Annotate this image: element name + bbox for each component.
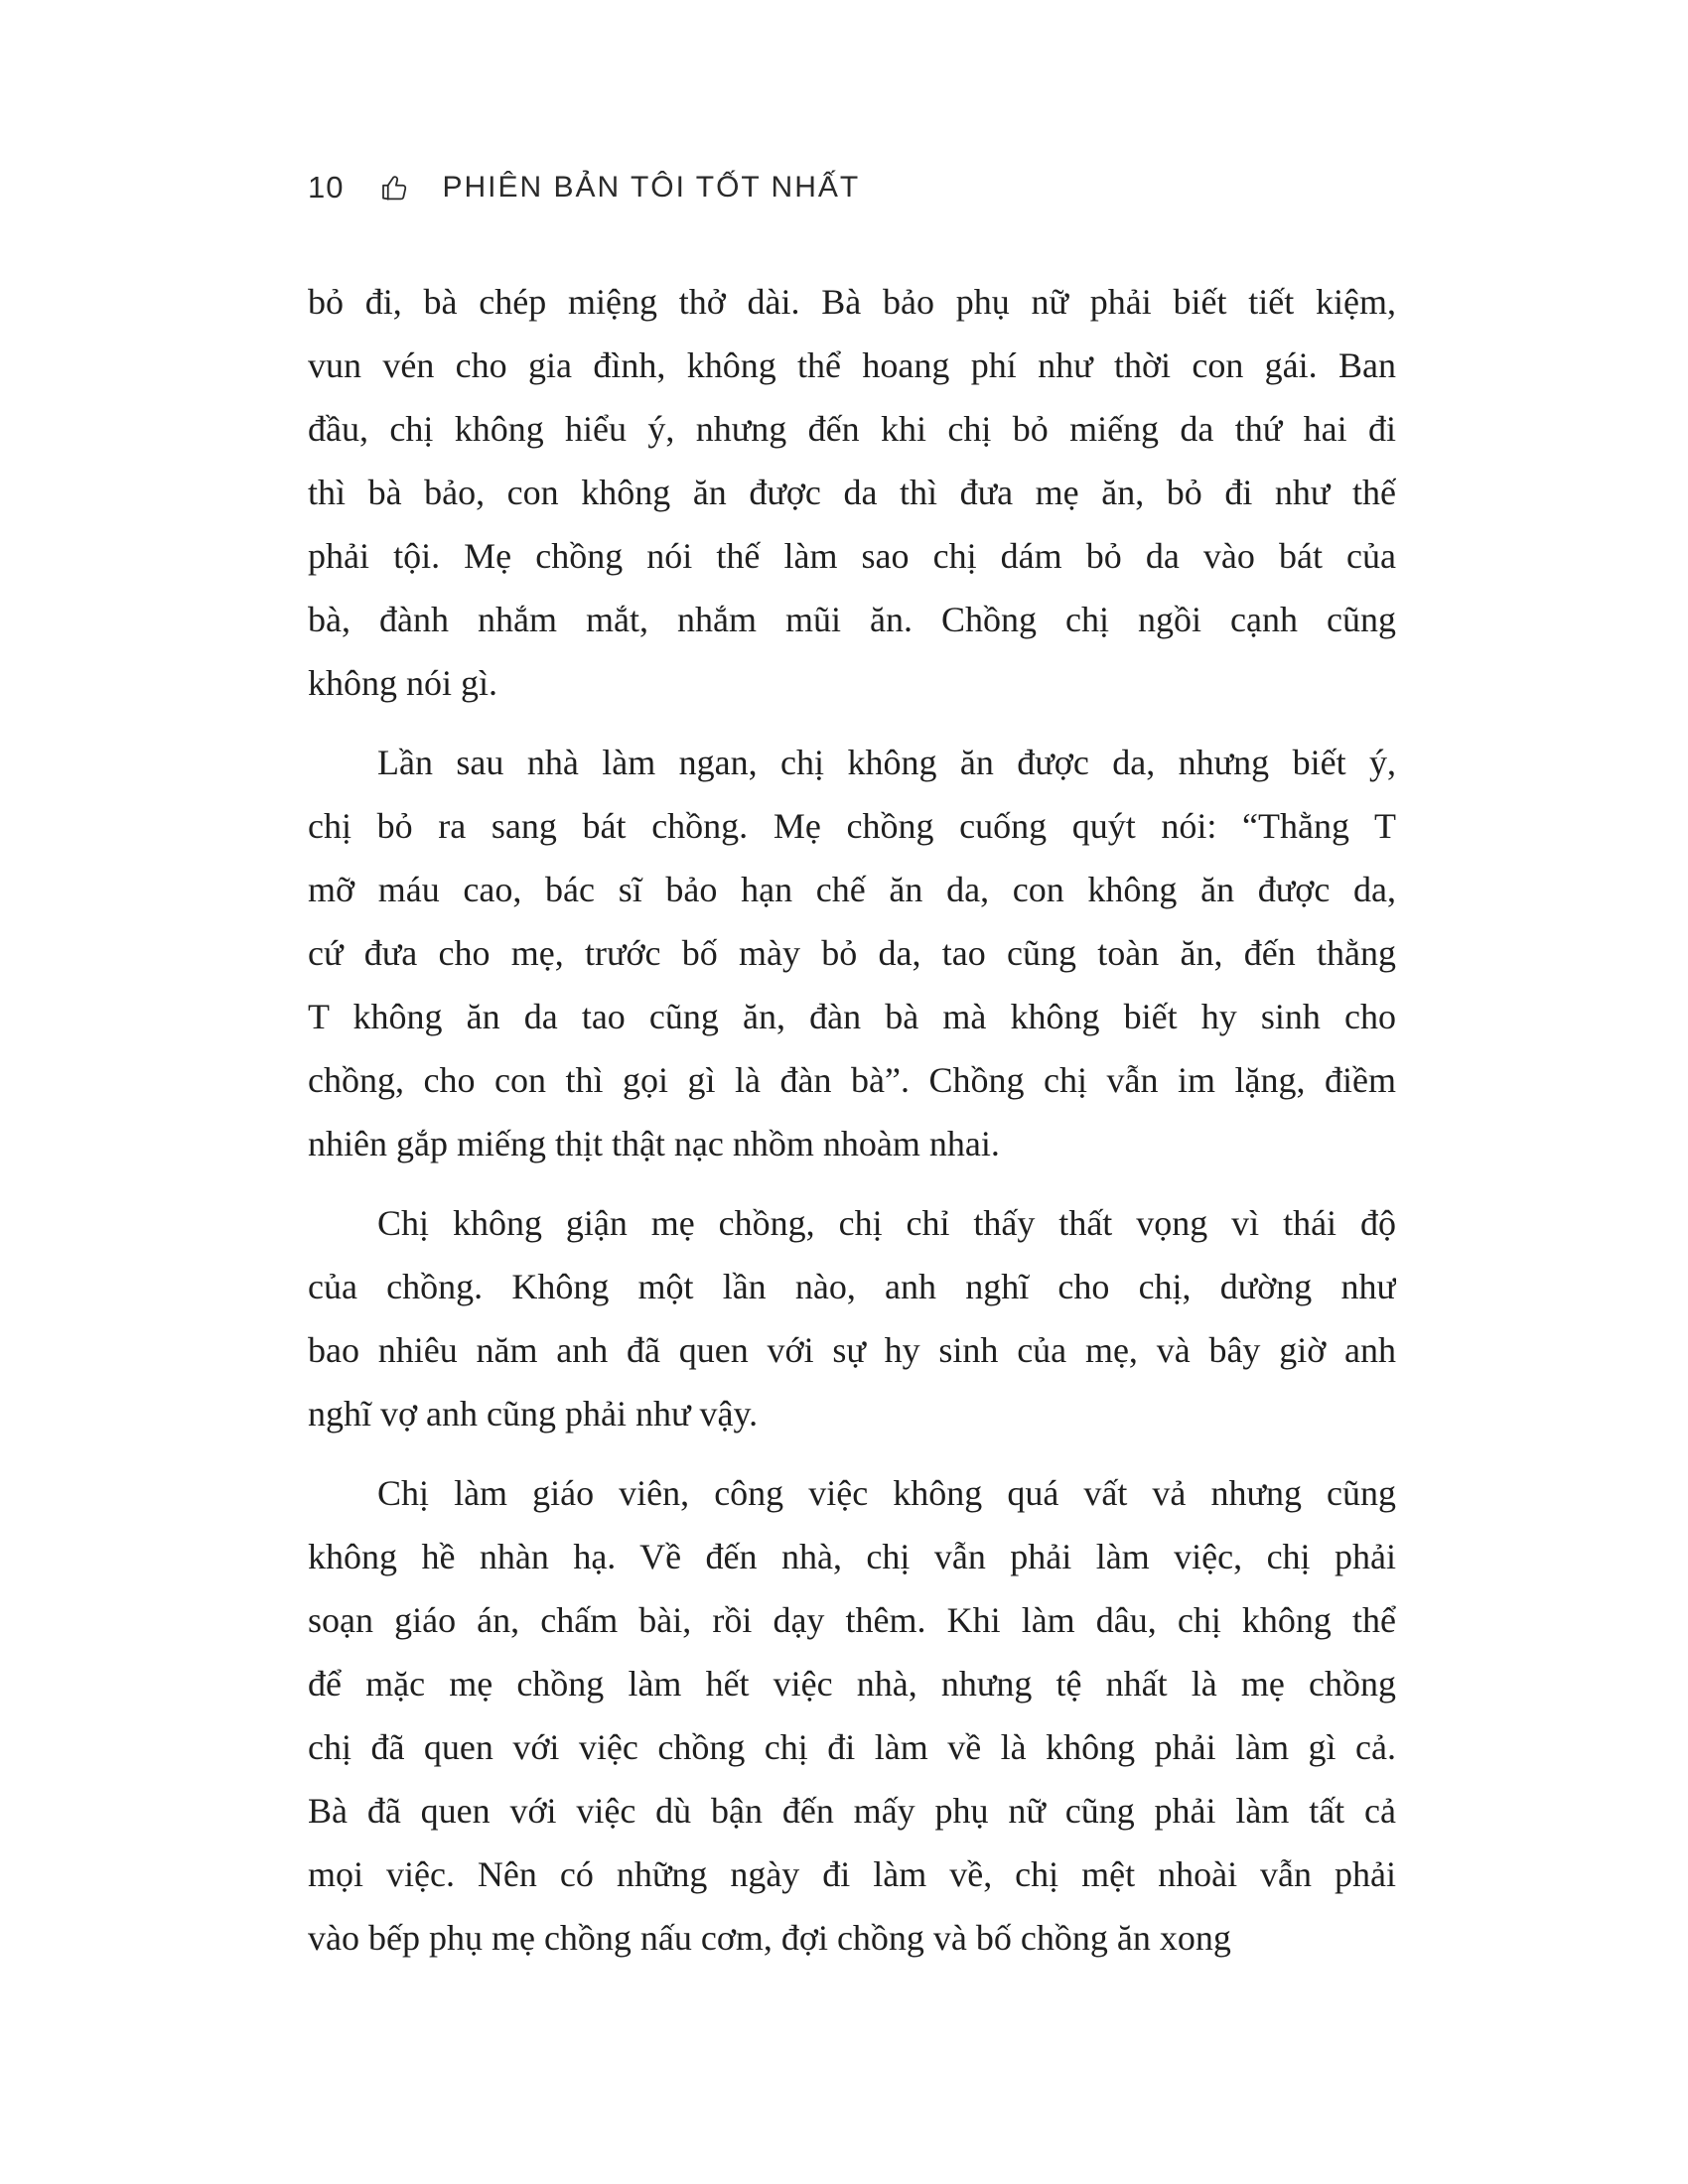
text-line: Chị không giận mẹ chồng, chị chỉ thấy thất vọng vì thái độ: [377, 1203, 1396, 1243]
text-line: mỡ máu cao, bác sĩ bảo hạn chế ăn da, con không ăn được da,: [308, 870, 1396, 909]
text-line: chồng, cho con thì gọi gì là đàn bà”. Chồng chị vẫn im lặng, điềm: [308, 1060, 1396, 1100]
text-line: của chồng. Không một lần nào, anh nghĩ cho chị, dường như: [308, 1267, 1396, 1306]
text-line: mọi việc. Nên có những ngày đi làm về, chị mệt nhoài vẫn phải: [308, 1854, 1396, 1894]
text-line: cứ đưa cho mẹ, trước bố mày bỏ da, tao cũng toàn ăn, đến thằng: [308, 933, 1396, 973]
text-line: đầu, chị không hiểu ý, nhưng đến khi chị bỏ miếng da thứ hai đi: [308, 409, 1396, 449]
text-line: bà, đành nhắm mắt, nhắm mũi ăn. Chồng chị ngồi cạnh cũng: [308, 600, 1396, 639]
page-number: 10: [308, 170, 345, 205]
paragraph: [308, 270, 1396, 715]
text-line: bỏ đi, bà chép miệng thở dài. Bà bảo phụ nữ phải biết tiết kiệm,: [308, 282, 1396, 322]
text-line: vun vén cho gia đình, không thể hoang phí như thời con gái. Ban: [308, 345, 1396, 385]
text-line: không nói gì.: [308, 663, 498, 703]
running-header: [308, 165, 860, 210]
text-line: T không ăn da tao cũng ăn, đàn bà mà không biết hy sinh cho: [308, 997, 1396, 1036]
text-line: Chị làm giáo viên, công việc không quá vất vả nhưng cũng: [377, 1473, 1396, 1513]
paragraph: [308, 1461, 1396, 1970]
text-line: thì bà bảo, con không ăn được da thì đưa mẹ ăn, bỏ đi như thế: [308, 473, 1396, 512]
text-line: nhiên gắp miếng thịt thật nạc nhồm nhoàm nhai.: [308, 1124, 1000, 1163]
text-line: chị bỏ ra sang bát chồng. Mẹ chồng cuống quýt nói: “Thằng T: [308, 806, 1396, 846]
running-title: PHIÊN BẢN TÔI TỐT NHẤT: [442, 171, 861, 204]
text-line: để mặc mẹ chồng làm hết việc nhà, nhưng tệ nhất là mẹ chồng: [308, 1664, 1396, 1704]
thumbs-up-icon: [379, 172, 409, 204]
paragraph: [308, 1191, 1396, 1445]
paragraph: [308, 731, 1396, 1175]
text-line: Bà đã quen với việc dù bận đến mấy phụ nữ cũng phải làm tất cả: [308, 1791, 1396, 1831]
body-text: [308, 270, 1396, 1985]
text-line: soạn giáo án, chấm bài, rồi dạy thêm. Khi làm dâu, chị không thể: [308, 1600, 1396, 1640]
text-line: vào bếp phụ mẹ chồng nấu cơm, đợi chồng và bố chồng ăn xong: [308, 1918, 1231, 1958]
text-line: bao nhiêu năm anh đã quen với sự hy sinh của mẹ, và bây giờ anh: [308, 1330, 1396, 1370]
text-line: phải tội. Mẹ chồng nói thế làm sao chị dám bỏ da vào bát của: [308, 536, 1396, 576]
text-line: chị đã quen với việc chồng chị đi làm về là không phải làm gì cả.: [308, 1727, 1396, 1767]
text-line: không hề nhàn hạ. Về đến nhà, chị vẫn phải làm việc, chị phải: [308, 1537, 1396, 1576]
text-line: nghĩ vợ anh cũng phải như vậy.: [308, 1394, 759, 1433]
text-line: Lần sau nhà làm ngan, chị không ăn được da, nhưng biết ý,: [377, 743, 1396, 782]
